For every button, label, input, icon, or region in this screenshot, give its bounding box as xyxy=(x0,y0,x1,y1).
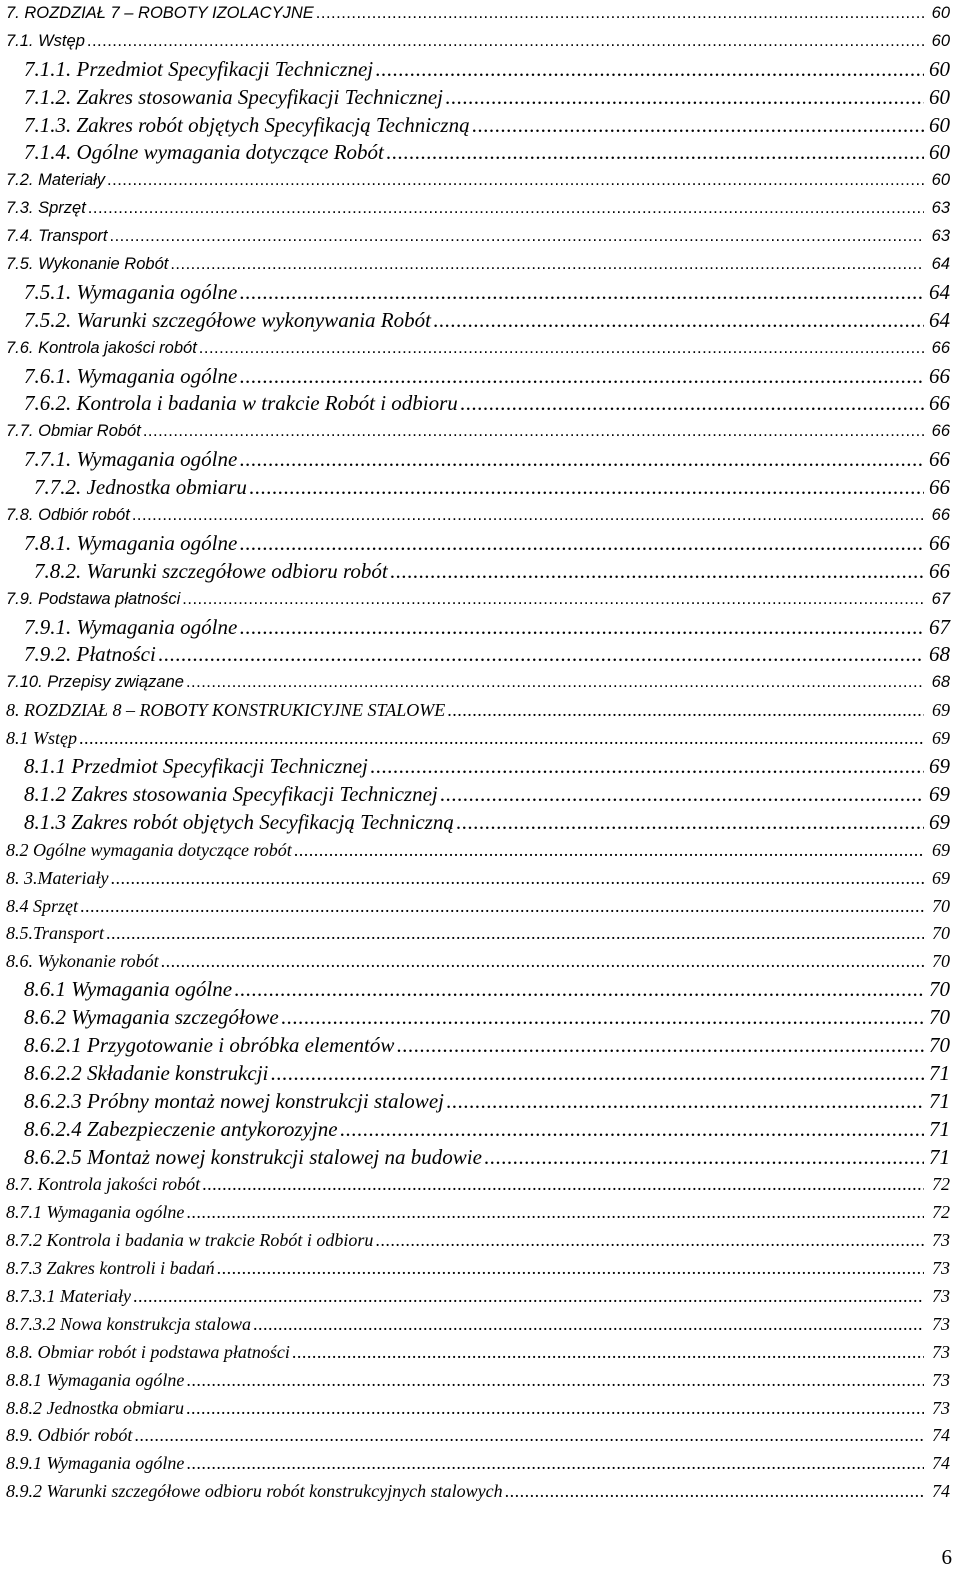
toc-entry-page: 63 xyxy=(931,199,950,218)
toc-entry-page: 70 xyxy=(929,1032,950,1057)
toc-entry-page: 64 xyxy=(929,307,950,332)
toc-entry-title: 8.6. Wykonanie robót xyxy=(6,951,159,972)
toc-entry-title: 7.9. Podstawa płatności xyxy=(6,589,181,608)
toc-entry[interactable] xyxy=(6,530,950,558)
dot-leader xyxy=(106,920,924,948)
toc-entry[interactable] xyxy=(6,28,950,56)
dot-leader xyxy=(433,307,924,335)
dot-leader xyxy=(110,865,924,893)
toc-entry-title: 7.2. Materiały xyxy=(6,171,106,190)
toc-entry-title: 7.10. Przepisy związane xyxy=(6,673,184,692)
toc-entry-page: 60 xyxy=(931,31,950,50)
dot-leader xyxy=(132,502,924,530)
toc-entry[interactable] xyxy=(6,948,950,976)
toc-entry[interactable] xyxy=(6,1367,950,1395)
toc-entry-page: 73 xyxy=(932,1313,950,1334)
toc-entry[interactable] xyxy=(6,976,950,1004)
toc-entry-title: 8.7.3 Zakres kontroli i badań xyxy=(6,1258,215,1279)
dot-leader xyxy=(239,530,924,558)
dot-leader xyxy=(234,976,924,1004)
toc-entry[interactable] xyxy=(6,251,950,279)
dot-leader xyxy=(110,223,925,251)
dot-leader xyxy=(292,1339,924,1367)
toc-entry[interactable] xyxy=(6,669,950,697)
toc-entry[interactable] xyxy=(6,558,950,586)
toc-entry-title: 8.8.2 Jednostka obmiaru xyxy=(6,1397,184,1418)
toc-entry[interactable] xyxy=(6,920,950,948)
toc-entry-page: 73 xyxy=(932,1285,950,1306)
toc-entry-title: 7.8.2. Warunki szczegółowe odbioru robót xyxy=(34,558,388,583)
toc-entry[interactable] xyxy=(6,195,950,223)
toc-entry[interactable] xyxy=(6,1422,950,1450)
toc-entry-page: 67 xyxy=(931,589,950,608)
toc-entry-title: 8.8. Obmiar robót i podstawa płatności xyxy=(6,1341,290,1362)
toc-entry-page: 60 xyxy=(929,140,950,165)
toc-entry-title: 8.9.1 Wymagania ogólne xyxy=(6,1453,185,1474)
toc-entry[interactable] xyxy=(6,84,950,112)
toc-entry[interactable] xyxy=(6,335,950,363)
toc-entry-page: 70 xyxy=(929,977,950,1002)
toc-entry[interactable] xyxy=(6,1088,950,1116)
toc-entry-page: 70 xyxy=(929,1005,950,1030)
toc-entry[interactable] xyxy=(6,56,950,84)
toc-entry-title: 8.2 Ogólne wymagania dotyczące robót xyxy=(6,839,292,860)
toc-entry[interactable] xyxy=(6,865,950,893)
toc-entry[interactable] xyxy=(6,1395,950,1423)
toc-entry-title: 7. ROZDZIAŁ 7 – ROBOTY IZOLACYJNE xyxy=(6,4,314,22)
toc-entry[interactable] xyxy=(6,1116,950,1144)
toc-entry-title: 8.7.1 Wymagania ogólne xyxy=(6,1202,185,1223)
toc-entry[interactable] xyxy=(6,809,950,837)
toc-entry-page: 63 xyxy=(931,227,950,246)
toc-entry-page: 60 xyxy=(929,112,950,137)
toc-entry-page: 60 xyxy=(931,4,950,22)
toc-entry-page: 66 xyxy=(931,422,950,441)
toc-entry-title: 7.6.2. Kontrola i badania w trakcie Robót i odbioru xyxy=(24,391,458,416)
toc-entry[interactable] xyxy=(6,753,950,781)
toc-entry-page: 66 xyxy=(929,558,950,583)
toc-entry-page: 60 xyxy=(929,84,950,109)
toc-entry-page: 71 xyxy=(929,1060,950,1085)
toc-entry-page: 71 xyxy=(929,1116,950,1141)
toc-entry-page: 60 xyxy=(929,56,950,81)
dot-leader xyxy=(186,1199,924,1227)
dot-leader xyxy=(375,1227,924,1255)
toc-entry-page: 74 xyxy=(932,1453,950,1474)
toc-entry-title: 7.7.1. Wymagania ogólne xyxy=(24,447,238,472)
toc-entry[interactable] xyxy=(6,307,950,335)
dot-leader xyxy=(133,1283,924,1311)
toc-entry-page: 72 xyxy=(932,1202,950,1223)
dot-leader xyxy=(460,390,924,418)
toc-entry-page: 60 xyxy=(931,171,950,190)
toc-entry-title: 7.8. Odbiór robót xyxy=(6,506,130,525)
dot-leader xyxy=(186,1450,924,1478)
dot-leader xyxy=(161,948,924,976)
dot-leader xyxy=(456,809,924,837)
dot-leader xyxy=(199,335,924,363)
toc-entry-page: 73 xyxy=(932,1369,950,1390)
dot-leader xyxy=(158,641,924,669)
toc-entry-page: 64 xyxy=(929,279,950,304)
toc-entry-title: 8.6.2.5 Montaż nowej konstrukcji stalowej na budowie xyxy=(24,1144,482,1169)
toc-entry[interactable] xyxy=(6,614,950,642)
toc-entry-page: 69 xyxy=(932,728,950,749)
toc-entry-page: 70 xyxy=(932,951,950,972)
dot-leader xyxy=(472,112,924,140)
toc-entry-page: 69 xyxy=(929,754,950,779)
toc-entry[interactable] xyxy=(6,837,950,865)
page-number: 6 xyxy=(941,1545,952,1569)
toc-entry-page: 71 xyxy=(929,1088,950,1113)
dot-leader xyxy=(447,697,924,725)
dot-leader xyxy=(396,1032,924,1060)
toc-entry-page: 73 xyxy=(932,1258,950,1279)
toc-entry-title: 7.8.1. Wymagania ogólne xyxy=(24,530,238,555)
toc-entry[interactable] xyxy=(6,446,950,474)
toc-entry-title: 7.1.2. Zakres stosowania Specyfikacji Technicznej xyxy=(24,84,443,109)
toc-entry-title: 7.6.1. Wymagania ogólne xyxy=(24,363,238,388)
toc-entry-title: 8.1.2 Zakres stosowania Specyfikacji Technicznej xyxy=(24,781,438,806)
toc-entry-title: 7.4. Transport xyxy=(6,227,108,246)
toc-entry[interactable] xyxy=(6,641,950,669)
dot-leader xyxy=(445,84,924,112)
toc-entry[interactable] xyxy=(6,1227,950,1255)
toc-entry-page: 70 xyxy=(932,923,950,944)
toc-entry-page: 69 xyxy=(929,809,950,834)
dot-leader xyxy=(80,893,924,921)
toc-entry-title: 8.9.2 Warunki szczegółowe odbioru robót konstrukcyjnych stalowych xyxy=(6,1481,503,1502)
toc-entry[interactable] xyxy=(6,418,950,446)
dot-leader xyxy=(294,837,924,865)
dot-leader xyxy=(253,1311,924,1339)
toc-entry-title: 8.6.2 Wymagania szczegółowe xyxy=(24,1005,279,1030)
toc-entry[interactable] xyxy=(6,1283,950,1311)
dot-leader xyxy=(390,558,924,586)
toc-entry[interactable] xyxy=(6,474,950,502)
toc-entry[interactable] xyxy=(6,1199,950,1227)
toc-entry-title: 7.7.2. Jednostka obmiaru xyxy=(34,475,247,500)
toc-entry[interactable] xyxy=(6,363,950,391)
toc-entry-page: 73 xyxy=(932,1397,950,1418)
toc-entry-title: 7.9.2. Płatności xyxy=(24,642,156,667)
toc-entry-page: 73 xyxy=(932,1341,950,1362)
dot-leader xyxy=(281,1004,924,1032)
toc-entry-page: 66 xyxy=(931,338,950,357)
toc-entry[interactable] xyxy=(6,1004,950,1032)
toc-entry-title: 7.1.4. Ogólne wymagania dotyczące Robót xyxy=(24,140,384,165)
toc-entry-title: 8.7.3.1 Materiały xyxy=(6,1285,131,1306)
toc-entry-page: 68 xyxy=(929,642,950,667)
toc-entry[interactable] xyxy=(6,1311,950,1339)
toc-entry-page: 69 xyxy=(932,700,950,721)
toc-entry-title: 8.1.1 Przedmiot Specyfikacji Technicznej xyxy=(24,754,368,779)
toc-entry-title: 8.5.Transport xyxy=(6,923,105,944)
dot-leader xyxy=(386,139,924,167)
toc-entry-page: 64 xyxy=(931,255,950,274)
toc-entry-title: 8.7.3.2 Nowa konstrukcja stalowa xyxy=(6,1313,252,1334)
toc-entry-title: 7.1.1. Przedmiot Specyfikacji Technicznej xyxy=(24,56,374,81)
toc-entry[interactable] xyxy=(6,139,950,167)
dot-leader xyxy=(239,279,924,307)
toc-entry-page: 69 xyxy=(932,867,950,888)
toc-entry-title: 7.5.2. Warunki szczegółowe wykonywania Robót xyxy=(24,307,431,332)
toc-entry-title: 8.6.2.3 Próbny montaż nowej konstrukcji stalowej xyxy=(24,1088,444,1113)
dot-leader xyxy=(134,1422,924,1450)
toc-entry-title: 8.8.1 Wymagania ogólne xyxy=(6,1369,185,1390)
dot-leader xyxy=(446,1088,924,1116)
dot-leader xyxy=(143,418,924,446)
toc-entry[interactable] xyxy=(6,1060,950,1088)
dot-leader xyxy=(186,669,924,697)
toc-entry-page: 66 xyxy=(929,391,950,416)
toc-entry-title: 8.7.2 Kontrola i badania w trakcie Robót i odbioru xyxy=(6,1230,374,1251)
toc-entry-title: 7.3. Sprzęt xyxy=(6,199,86,218)
dot-leader xyxy=(249,474,924,502)
dot-leader xyxy=(316,0,924,28)
toc-entry-page: 66 xyxy=(931,506,950,525)
dot-leader xyxy=(186,1367,924,1395)
toc-entry-title: 8.1 Wstęp xyxy=(6,728,77,749)
toc-entry[interactable] xyxy=(6,1339,950,1367)
dot-leader xyxy=(505,1478,924,1506)
toc-entry-page: 66 xyxy=(929,447,950,472)
toc-entry-title: 8. ROZDZIAŁ 8 – ROBOTY KONSTRUKICYJNE STALOWE xyxy=(6,700,446,721)
toc-entry[interactable] xyxy=(6,167,950,195)
toc-entry[interactable] xyxy=(6,1144,950,1172)
toc-entry[interactable] xyxy=(6,1478,950,1506)
toc-entry-page: 73 xyxy=(932,1230,950,1251)
toc-entry[interactable] xyxy=(6,1171,950,1199)
toc-entry-title: 8. 3.Materiały xyxy=(6,867,109,888)
dot-leader xyxy=(186,1395,924,1423)
toc-entry-page: 66 xyxy=(929,530,950,555)
toc-entry-title: 8.4 Sprzęt xyxy=(6,895,78,916)
dot-leader xyxy=(88,195,924,223)
toc-entry-title: 8.7. Kontrola jakości robót xyxy=(6,1174,201,1195)
toc-entry-title: 8.6.1 Wymagania ogólne xyxy=(24,977,233,1002)
toc-entry[interactable] xyxy=(6,1450,950,1478)
toc-entry[interactable] xyxy=(6,1032,950,1060)
dot-leader xyxy=(202,1171,924,1199)
toc-entry-page: 71 xyxy=(929,1144,950,1169)
toc-entry-page: 69 xyxy=(929,781,950,806)
toc-entry-page: 70 xyxy=(932,895,950,916)
toc-entry-page: 72 xyxy=(932,1174,950,1195)
toc-entry[interactable] xyxy=(6,390,950,418)
dot-leader xyxy=(340,1116,924,1144)
dot-leader xyxy=(87,28,924,56)
dot-leader xyxy=(107,167,924,195)
dot-leader xyxy=(270,1060,924,1088)
toc-entry-title: 8.9. Odbiór robót xyxy=(6,1425,133,1446)
table-of-contents xyxy=(6,0,950,1506)
dot-leader xyxy=(440,781,924,809)
toc-entry-title: 7.6. Kontrola jakości robót xyxy=(6,338,197,357)
toc-entry[interactable] xyxy=(6,502,950,530)
toc-entry-page: 74 xyxy=(932,1425,950,1446)
toc-entry[interactable] xyxy=(6,279,950,307)
toc-entry-page: 74 xyxy=(932,1481,950,1502)
toc-entry[interactable] xyxy=(6,0,950,28)
toc-entry-page: 69 xyxy=(932,839,950,860)
toc-entry-title: 7.1.3. Zakres robót objętych Specyfikacją Techniczną xyxy=(24,112,470,137)
toc-entry[interactable] xyxy=(6,223,950,251)
dot-leader xyxy=(375,56,924,84)
toc-entry-page: 68 xyxy=(931,673,950,692)
toc-entry-title: 8.1.3 Zakres robót objętych Secyfikacją Techniczną xyxy=(24,809,454,834)
dot-leader xyxy=(484,1144,924,1172)
toc-entry-page: 66 xyxy=(929,475,950,500)
toc-entry[interactable] xyxy=(6,781,950,809)
dot-leader xyxy=(239,446,924,474)
dot-leader xyxy=(370,753,924,781)
dot-leader xyxy=(239,363,924,391)
toc-entry-title: 8.6.2.2 Składanie konstrukcji xyxy=(24,1060,269,1085)
toc-entry-title: 8.6.2.1 Przygotowanie i obróbka elementów xyxy=(24,1032,395,1057)
dot-leader xyxy=(217,1255,924,1283)
toc-entry[interactable] xyxy=(6,725,950,753)
toc-entry-title: 7.7. Obmiar Robót xyxy=(6,422,141,441)
toc-entry[interactable] xyxy=(6,893,950,921)
toc-entry-title: 7.5. Wykonanie Robót xyxy=(6,255,169,274)
toc-entry-title: 8.6.2.4 Zabezpieczenie antykorozyjne xyxy=(24,1116,338,1141)
dot-leader xyxy=(239,614,924,642)
toc-entry-page: 66 xyxy=(929,363,950,388)
dot-leader xyxy=(182,586,924,614)
toc-entry-title: 7.1. Wstęp xyxy=(6,31,85,50)
toc-entry-title: 7.5.1. Wymagania ogólne xyxy=(24,279,238,304)
toc-entry[interactable] xyxy=(6,586,950,614)
toc-entry[interactable] xyxy=(6,1255,950,1283)
toc-entry-page: 67 xyxy=(929,614,950,639)
toc-entry-title: 7.9.1. Wymagania ogólne xyxy=(24,614,238,639)
toc-entry[interactable] xyxy=(6,697,950,725)
dot-leader xyxy=(79,725,924,753)
toc-entry[interactable] xyxy=(6,112,950,140)
dot-leader xyxy=(170,251,924,279)
